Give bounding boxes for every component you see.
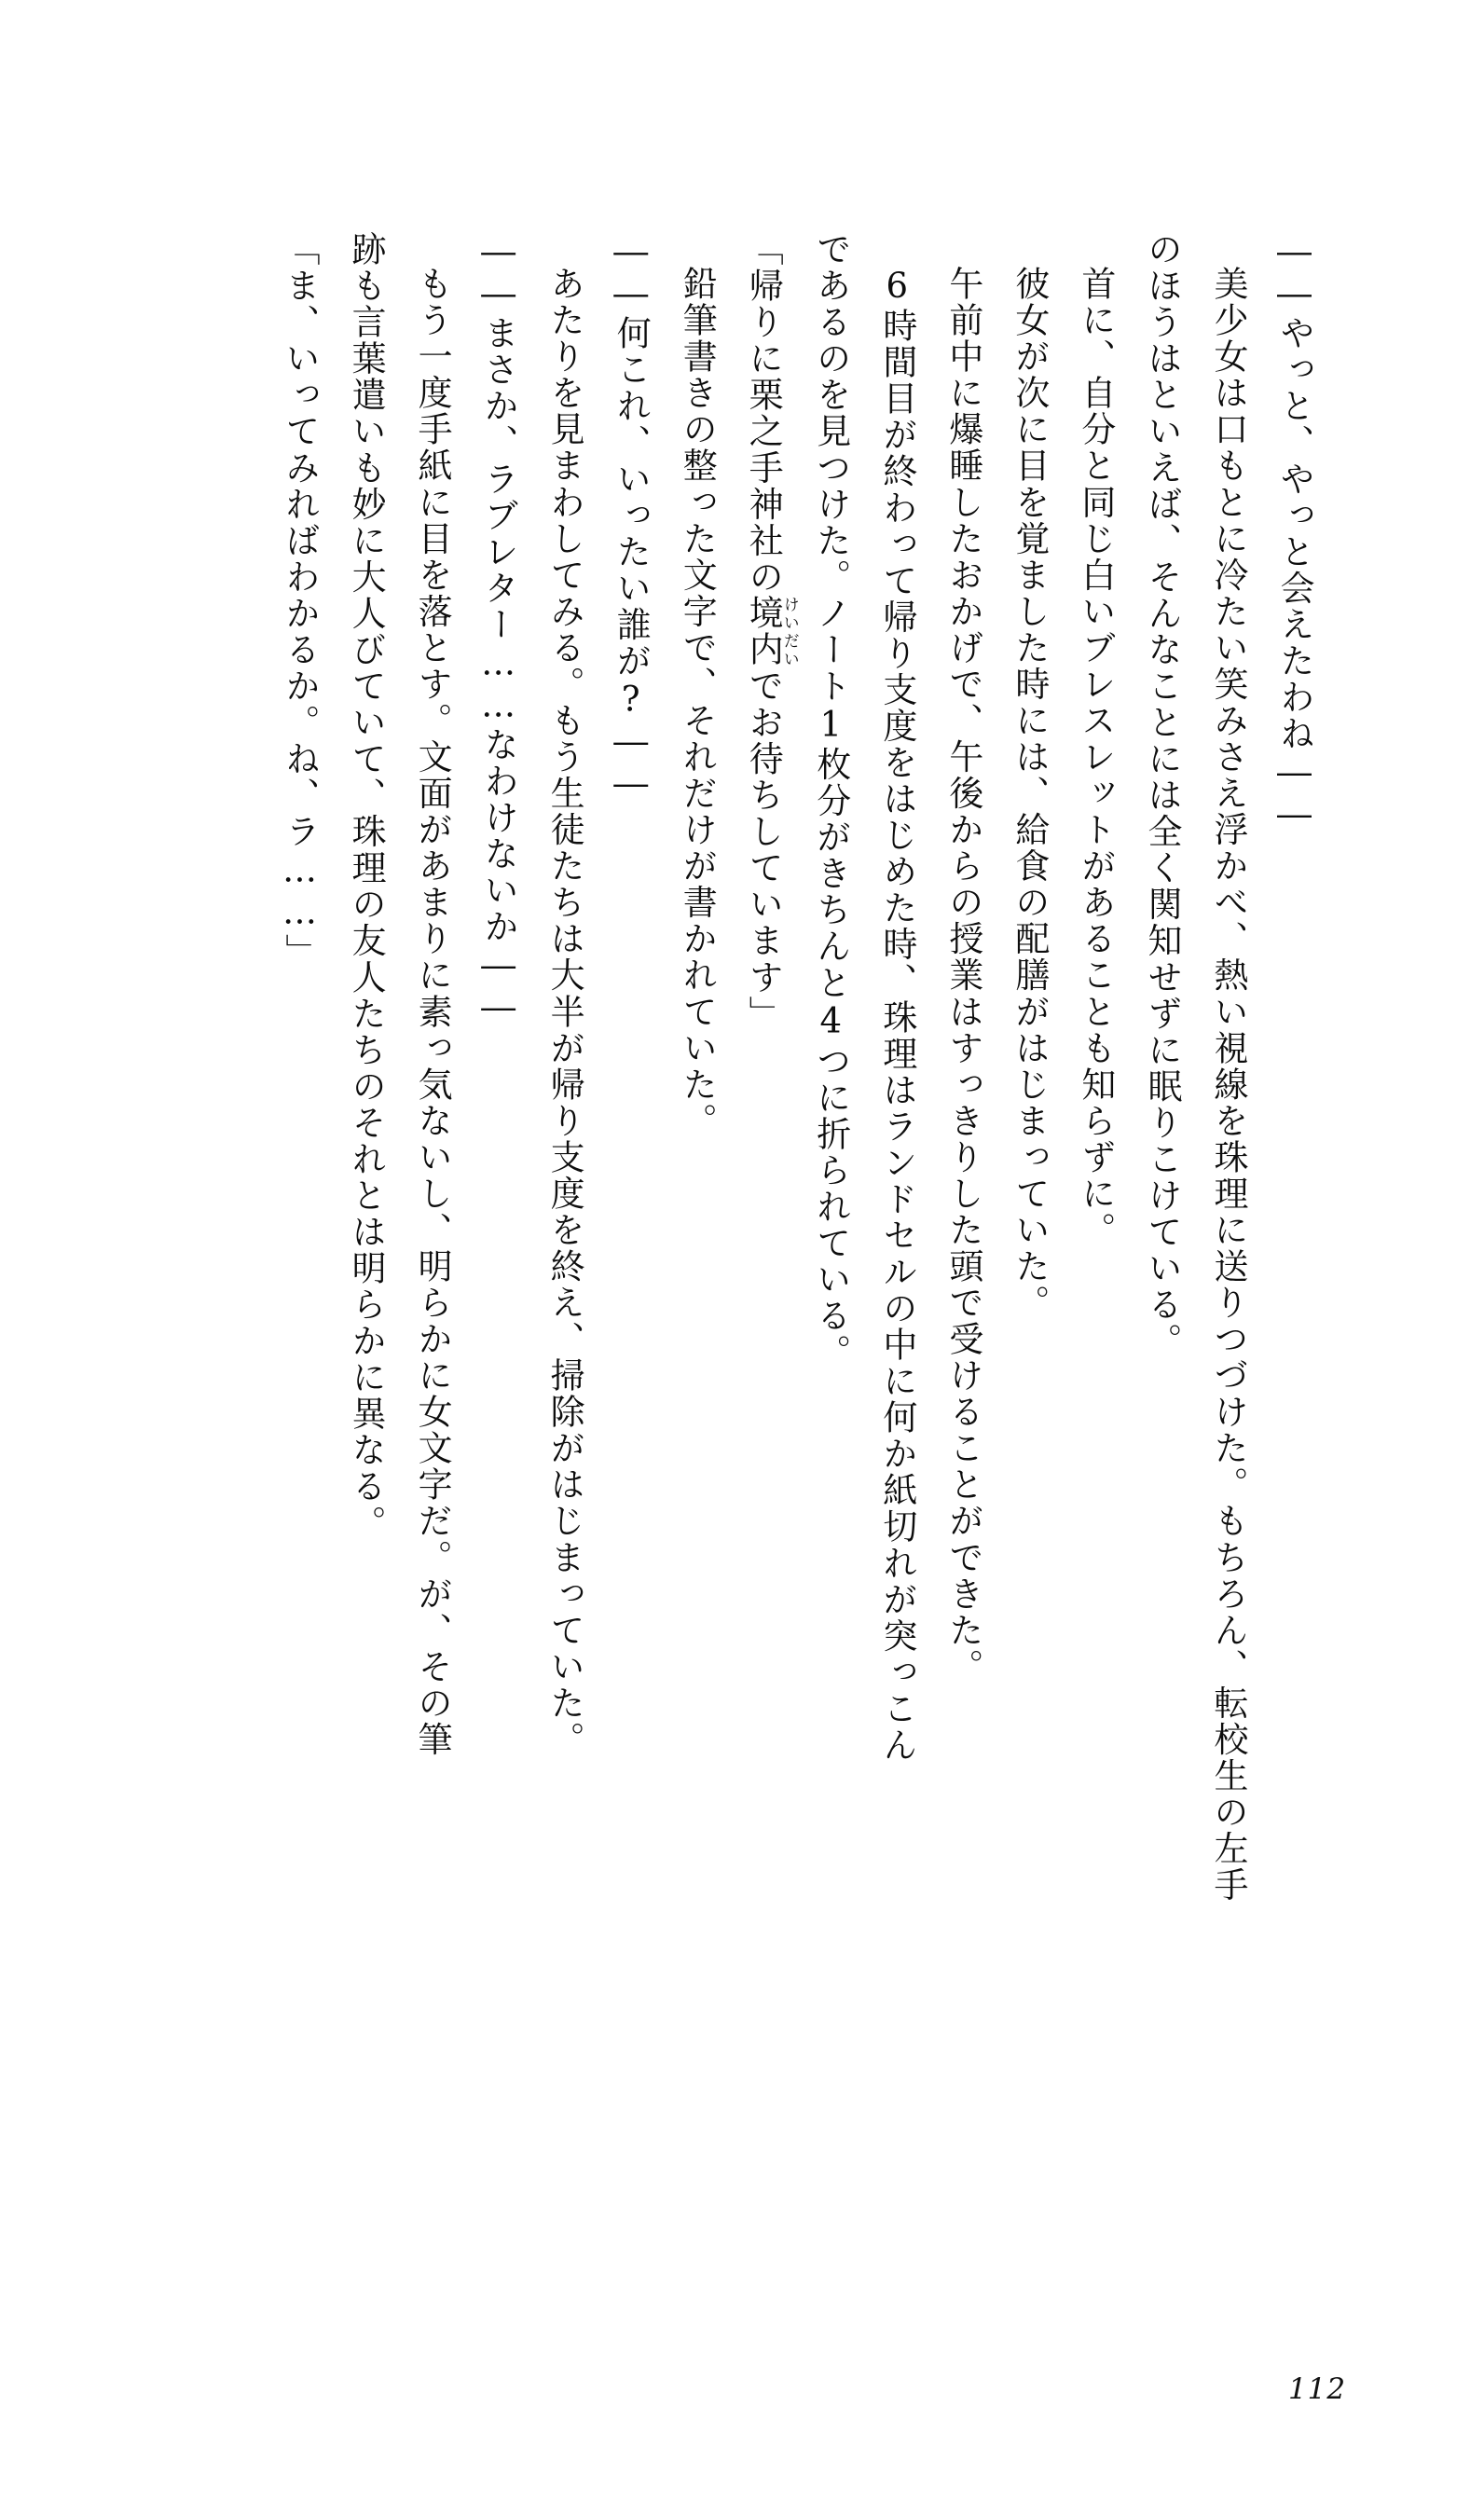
paragraph: 首に、自分と同じ白いブレスレットがあることも知らずに。 (1075, 266, 1116, 1248)
paragraph: 彼女が次に目を覚ました時には、給食の配膳がはじまっていた。 (1009, 266, 1050, 1322)
paragraph: ――やっと、やっと会えたわね―― (1274, 231, 1314, 836)
paragraph: 跡も言葉遣いも妙に大人びていて、珠理の友人たちのそれとは明らかに異なる。 (346, 231, 387, 1542)
paragraph: 鉛筆書きの整った文字で、それだけが書かれていた。 (677, 266, 718, 1139)
paragraph: であるのを見つけた。ノート1枚分がきちんと4つに折られている。 (810, 231, 851, 1371)
novel-body-text (218, 231, 1327, 2217)
paragraph: 美少女は口もとに冷たい笑みさえ浮かべ、熱い視線を珠理に送りつづけた。もちろん、転校生の左手 (1207, 266, 1248, 1904)
page-number: 112 (1288, 2372, 1346, 2406)
paragraph: ――まさか、ラブレター……なわけないか―― (478, 231, 519, 1029)
ruby-annotation: 境内けいだい (743, 595, 799, 668)
paragraph: あたりを見まわしてみる。もう生徒たちは大半が帰り支度を終え、掃除がはじまっていた。 (544, 266, 585, 1758)
paragraph: ――何これ、いったい誰が?―― (611, 231, 652, 805)
paragraph: 6時間目が終わって帰り支度をはじめた時、珠理はランドセルの中に何か紙切れが突っこん (876, 266, 917, 1764)
paragraph: もう一度手紙に目を落とす。文面があまりに素っ気ないし、明らかに女文字だ。が、その筆 (412, 266, 453, 1758)
paragraph-quoted-note: 「帰りに栗之手神社の境内けいだいでお待ちしています」 (743, 231, 799, 1032)
paragraph: 午前中に爆睡したおかげで、午後からの授業はすっきりした頭で受けることができた。 (942, 266, 983, 1685)
paragraph: のほうはといえば、そんなことには全く関知せずに眠りこけている。 (1141, 231, 1182, 1360)
paragraph-dialogue: 「ま、いってみればわかるか。ね、ラ……」 (280, 231, 321, 970)
